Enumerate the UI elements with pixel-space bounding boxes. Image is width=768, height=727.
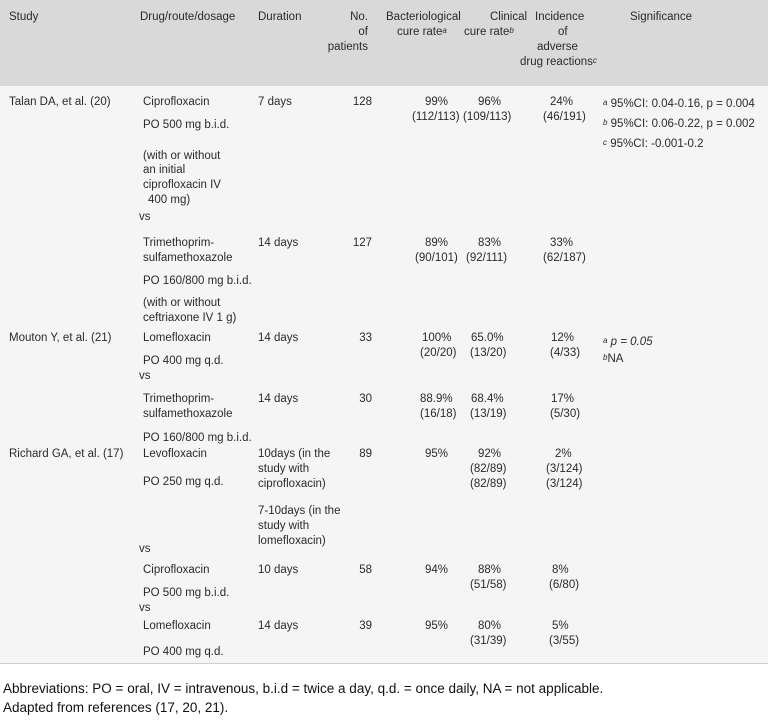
richard-dur2: 10 days — [258, 564, 299, 576]
mouton-drug1: Lomefloxacin — [143, 332, 211, 344]
header-adv-l4: drug reactions$^c$ — [520, 56, 597, 68]
talan-dose1: PO 500 mg b.i.d. — [143, 119, 230, 131]
richard-n2: 58 — [359, 564, 372, 576]
footnote-adapted: Adapted from references (17, 20, 21). — [3, 700, 229, 715]
richard-clin1-frac-b: (82/89) — [470, 478, 507, 490]
talan-note1-l1: (with or without — [143, 150, 221, 162]
mouton-n1: 33 — [359, 332, 372, 344]
mouton-sig-b: $^b$NA — [603, 353, 624, 365]
richard-adv2: 8% — [552, 564, 569, 576]
talan-note1-l3: ciprofloxacin IV — [143, 179, 221, 191]
mouton-bact1-frac: (20/20) — [420, 347, 457, 359]
richard-dose1: PO 250 mg q.d. — [143, 476, 224, 488]
richard-dur1b-l1: 7-10days (in the — [258, 505, 341, 517]
footnote-abbreviations: Abbreviations: PO = oral, IV = intravenous, b.i.d = twice a day, q.d. = once daily, NA = not applicable. — [3, 681, 604, 696]
talan-clin1-frac: (109/113) — [463, 111, 512, 123]
talan-bact1-frac: (112/113) — [412, 111, 460, 123]
richard-adv1-frac-a: (3/124) — [546, 463, 583, 475]
talan-drug2-l1: Trimethoprim- — [143, 237, 215, 249]
talan-bact1: 99% — [425, 96, 449, 108]
richard-vs2: vs — [139, 602, 151, 614]
header-bact-l2: cure rate$^a$ — [397, 26, 447, 38]
mouton-bact2-frac: (16/18) — [420, 408, 457, 420]
talan-adv2-frac: (62/187) — [543, 252, 586, 264]
mouton-study: Mouton Y, et al. (21) — [9, 332, 112, 344]
talan-note1-l4: 400 mg) — [148, 194, 191, 206]
talan-clin2-frac: (92/111) — [466, 252, 508, 264]
talan-sig-c: $^c$ 95%CI: -0.001-0.2 — [603, 138, 704, 150]
mouton-dose1: PO 400 mg q.d. — [143, 355, 224, 367]
talan-dur1: 7 days — [258, 96, 292, 108]
talan-note2-l2: ceftriaxone IV 1 g) — [143, 312, 237, 324]
mouton-clin2-frac: (13/19) — [470, 408, 507, 420]
talan-clin2: 83% — [478, 237, 502, 249]
talan-adv1: 24% — [550, 96, 574, 108]
richard-n1: 89 — [359, 448, 372, 460]
talan-vs: vs — [139, 211, 151, 223]
mouton-adv2: 17% — [551, 393, 575, 405]
mouton-adv1-frac: (4/33) — [550, 347, 581, 359]
talan-n1: 128 — [352, 96, 372, 108]
header-adv-l3: adverse — [537, 41, 578, 53]
richard-adv1: 2% — [555, 448, 572, 460]
mouton-bact1: 100% — [422, 332, 452, 344]
table-divider — [0, 663, 768, 664]
richard-dose2: PO 500 mg b.i.d. — [143, 587, 230, 599]
header-significance: Significance — [630, 11, 693, 23]
header-duration: Duration — [258, 11, 302, 23]
richard-dur1b-l3: lomefloxacin) — [258, 535, 326, 547]
richard-dur1a-l3: ciprofloxacin) — [258, 478, 326, 490]
richard-dur1b-l2: study with — [258, 520, 310, 532]
richard-adv3-frac: (3/55) — [549, 635, 580, 647]
richard-clin1-frac-a: (82/89) — [470, 463, 507, 475]
mouton-dur1: 14 days — [258, 332, 299, 344]
mouton-drug2-l1: Trimethoprim- — [143, 393, 215, 405]
talan-note2-l1: (with or without — [143, 297, 221, 309]
richard-adv1-frac-b: (3/124) — [546, 478, 583, 490]
talan-bact2-frac: (90/101) — [415, 252, 458, 264]
mouton-clin1-frac: (13/20) — [470, 347, 507, 359]
header-clin-l1: Clinical — [490, 11, 528, 23]
richard-dose3: PO 400 mg q.d. — [143, 646, 224, 658]
richard-bact3: 95% — [425, 620, 449, 632]
mouton-n2: 30 — [359, 393, 372, 405]
talan-adv2: 33% — [550, 237, 574, 249]
talan-sig-b: $^b$ 95%CI: 0.06-0.22, p = 0.002 — [603, 118, 755, 130]
header-clin-l2: cure rate$^b$ — [464, 26, 514, 38]
table-header — [0, 0, 768, 86]
mouton-adv1: 12% — [551, 332, 575, 344]
header-adv-l2: of — [558, 26, 568, 38]
richard-clin3: 80% — [478, 620, 502, 632]
header-adv-l1: Incidence — [535, 11, 585, 23]
talan-sig-a: $^a$ 95%CI: 0.04-0.16, p = 0.004 — [603, 98, 755, 110]
richard-dur3: 14 days — [258, 620, 299, 632]
talan-note1-l2: an initial — [143, 164, 186, 176]
talan-n2: 127 — [352, 237, 372, 249]
talan-drug1: Ciprofloxacin — [143, 96, 210, 108]
header-patients-l1: No. — [350, 11, 368, 23]
header-bact-l1: Bacteriological — [386, 11, 461, 23]
talan-study: Talan DA, et al. (20) — [9, 96, 111, 108]
talan-drug2-l2: sulfamethoxazole — [143, 252, 233, 264]
richard-drug1: Levofloxacin — [143, 448, 207, 460]
talan-dur2: 14 days — [258, 237, 299, 249]
richard-dur1a-l2: study with — [258, 463, 310, 475]
header-patients-l2: of — [358, 26, 368, 38]
mouton-clin2: 68.4% — [471, 393, 504, 405]
richard-clin3-frac: (31/39) — [470, 635, 507, 647]
richard-clin2-frac: (51/58) — [470, 579, 507, 591]
header-patients-l3: patients — [327, 41, 368, 53]
richard-study: Richard GA, et al. (17) — [9, 448, 124, 460]
richard-drug2: Ciprofloxacin — [143, 564, 210, 576]
richard-adv3: 5% — [552, 620, 569, 632]
talan-clin1: 96% — [478, 96, 502, 108]
mouton-sig-a: $^a$ p = 0.05 — [603, 336, 653, 348]
mouton-bact2: 88.9% — [420, 393, 453, 405]
richard-clin1: 92% — [478, 448, 502, 460]
talan-adv1-frac: (46/191) — [543, 111, 586, 123]
richard-bact1: 95% — [425, 448, 449, 460]
talan-bact2: 89% — [425, 237, 449, 249]
mouton-drug2-l2: sulfamethoxazole — [143, 408, 233, 420]
talan-dose2: PO 160/800 mg b.i.d. — [143, 275, 252, 287]
richard-vs1: vs — [139, 543, 151, 555]
richard-bact2: 94% — [425, 564, 449, 576]
header-study: Study — [9, 11, 39, 23]
richard-n3: 39 — [359, 620, 372, 632]
mouton-clin1: 65.0% — [471, 332, 504, 344]
mouton-dur2: 14 days — [258, 393, 299, 405]
richard-clin2: 88% — [478, 564, 502, 576]
mouton-vs: vs — [139, 370, 151, 382]
mouton-dose2: PO 160/800 mg b.i.d. — [143, 432, 252, 444]
richard-drug3: Lomefloxacin — [143, 620, 211, 632]
richard-adv2-frac: (6/80) — [549, 579, 580, 591]
richard-dur1a-l1: 10days (in the — [258, 448, 331, 460]
mouton-adv2-frac: (5/30) — [550, 408, 581, 420]
header-drug: Drug/route/dosage — [140, 11, 236, 23]
